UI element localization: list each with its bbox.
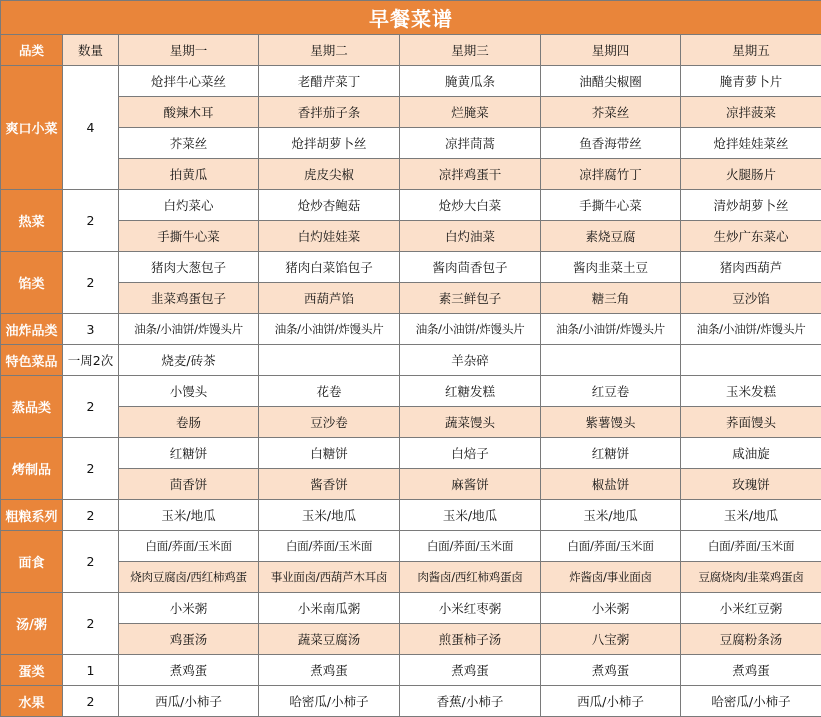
menu-item-cell: 香拌茄子条 (259, 97, 400, 128)
menu-item-cell: 玉米/地瓜 (400, 500, 541, 531)
menu-item-cell: 炝炒杏鲍菇 (259, 190, 400, 221)
menu-row (1, 376, 821, 407)
quantity-cell: 2 (63, 500, 119, 531)
menu-item-cell: 哈密瓜/小柿子 (681, 686, 821, 717)
menu-row (1, 531, 821, 562)
menu-item-cell: 玉米/地瓜 (119, 500, 259, 531)
menu-item-cell: 糖三角 (541, 283, 681, 314)
quantity-cell: 2 (63, 190, 119, 252)
quantity-cell: 2 (63, 531, 119, 593)
header-category: 品类 (1, 35, 63, 66)
menu-item-cell: 西瓜/小柿子 (119, 686, 259, 717)
menu-row (1, 221, 821, 252)
menu-item-cell: 红糖发糕 (400, 376, 541, 407)
menu-item-cell: 茴香饼 (119, 469, 259, 500)
category-cell: 蒸品类 (1, 376, 63, 438)
menu-row (1, 283, 821, 314)
menu-item-cell: 卷肠 (119, 407, 259, 438)
menu-item-cell: 烧肉豆腐卤/西红柿鸡蛋 (119, 562, 259, 593)
menu-item-cell: 小米红豆粥 (681, 593, 821, 624)
menu-item-cell: 事业面卤/西葫芦木耳卤 (259, 562, 400, 593)
menu-item-cell: 腌黄瓜条 (400, 66, 541, 97)
menu-item-cell: 猪肉西葫芦 (681, 252, 821, 283)
menu-item-cell: 猪肉大葱包子 (119, 252, 259, 283)
menu-item-cell: 虎皮尖椒 (259, 159, 400, 190)
menu-item-cell: 白灼油菜 (400, 221, 541, 252)
menu-item-cell: 手撕牛心菜 (119, 221, 259, 252)
menu-item-cell: 生炒广东菜心 (681, 221, 821, 252)
menu-item-cell: 羊杂碎 (400, 345, 541, 376)
menu-item-cell: 猪肉白菜馅包子 (259, 252, 400, 283)
menu-item-cell: 煎蛋柿子汤 (400, 624, 541, 655)
menu-item-cell: 油条/小油饼/炸馒头片 (259, 314, 400, 345)
menu-item-cell: 蔬菜馒头 (400, 407, 541, 438)
menu-item-cell: 香蕉/小柿子 (400, 686, 541, 717)
quantity-cell: 2 (63, 593, 119, 655)
menu-row (1, 97, 821, 128)
menu-row (1, 190, 821, 221)
menu-item-cell: 白面/荞面/玉米面 (259, 531, 400, 562)
menu-item-cell: 凉拌茼蒿 (400, 128, 541, 159)
menu-row (1, 128, 821, 159)
header-monday: 星期一 (119, 35, 259, 66)
menu-item-cell: 炝炒大白菜 (400, 190, 541, 221)
menu-item-cell: 红糖饼 (119, 438, 259, 469)
category-cell: 馅类 (1, 252, 63, 314)
menu-item-cell: 烧麦/砖茶 (119, 345, 259, 376)
menu-item-cell: 咸油旋 (681, 438, 821, 469)
menu-item-cell: 小馒头 (119, 376, 259, 407)
menu-item-cell: 白灼菜心 (119, 190, 259, 221)
menu-item-cell: 油醋尖椒圈 (541, 66, 681, 97)
category-cell: 油炸品类 (1, 314, 63, 345)
category-cell: 爽口小菜 (1, 66, 63, 190)
menu-row (1, 407, 821, 438)
menu-item-cell: 腌青萝卜片 (681, 66, 821, 97)
menu-row (1, 593, 821, 624)
quantity-cell: 3 (63, 314, 119, 345)
menu-item-cell: 白面/荞面/玉米面 (681, 531, 821, 562)
header-wednesday: 星期三 (400, 35, 541, 66)
menu-item-cell: 小米粥 (541, 593, 681, 624)
category-cell: 特色菜品 (1, 345, 63, 376)
menu-item-cell: 手撕牛心菜 (541, 190, 681, 221)
menu-item-cell: 西葫芦馅 (259, 283, 400, 314)
menu-item-cell: 煮鸡蛋 (119, 655, 259, 686)
header-friday: 星期五 (681, 35, 821, 66)
menu-item-cell: 玫瑰饼 (681, 469, 821, 500)
menu-item-cell: 白焙子 (400, 438, 541, 469)
menu-item-cell: 凉拌鸡蛋干 (400, 159, 541, 190)
menu-item-cell: 麻酱饼 (400, 469, 541, 500)
menu-row (1, 159, 821, 190)
menu-item-cell: 素三鲜包子 (400, 283, 541, 314)
menu-item-cell: 酱肉茴香包子 (400, 252, 541, 283)
menu-item-cell: 白糖饼 (259, 438, 400, 469)
menu-row (1, 686, 821, 717)
menu-item-cell: 清炒胡萝卜丝 (681, 190, 821, 221)
menu-title: 早餐菜谱 (1, 1, 821, 35)
menu-item-cell: 炝拌牛心菜丝 (119, 66, 259, 97)
menu-item-cell: 白面/荞面/玉米面 (541, 531, 681, 562)
category-cell: 面食 (1, 531, 63, 593)
menu-item-cell: 油条/小油饼/炸馒头片 (119, 314, 259, 345)
menu-item-cell: 玉米/地瓜 (681, 500, 821, 531)
menu-row (1, 345, 821, 376)
menu-item-cell: 拍黄瓜 (119, 159, 259, 190)
category-cell: 汤/粥 (1, 593, 63, 655)
menu-item-cell: 炸酱卤/事业面卤 (541, 562, 681, 593)
menu-item-cell: 小米粥 (119, 593, 259, 624)
header-tuesday: 星期二 (259, 35, 400, 66)
menu-item-cell: 炝拌胡萝卜丝 (259, 128, 400, 159)
menu-item-cell: 八宝粥 (541, 624, 681, 655)
menu-item-cell: 鸡蛋汤 (119, 624, 259, 655)
menu-item-cell: 白面/荞面/玉米面 (119, 531, 259, 562)
header-thursday: 星期四 (541, 35, 681, 66)
menu-item-cell: 韭菜鸡蛋包子 (119, 283, 259, 314)
menu-item-cell: 油条/小油饼/炸馒头片 (400, 314, 541, 345)
menu-row (1, 66, 821, 97)
quantity-cell: 2 (63, 686, 119, 717)
menu-item-cell (681, 345, 821, 376)
menu-item-cell: 椒盐饼 (541, 469, 681, 500)
menu-item-cell: 小米红枣粥 (400, 593, 541, 624)
menu-item-cell: 火腿肠片 (681, 159, 821, 190)
menu-item-cell: 煮鸡蛋 (400, 655, 541, 686)
menu-row (1, 624, 821, 655)
menu-item-cell: 花卷 (259, 376, 400, 407)
menu-item-cell: 玉米/地瓜 (541, 500, 681, 531)
category-cell: 热菜 (1, 190, 63, 252)
menu-item-cell: 油条/小油饼/炸馒头片 (681, 314, 821, 345)
menu-item-cell: 豆腐烧肉/韭菜鸡蛋卤 (681, 562, 821, 593)
menu-item-cell (259, 345, 400, 376)
menu-row (1, 562, 821, 593)
header-quantity: 数量 (63, 35, 119, 66)
menu-item-cell: 煮鸡蛋 (541, 655, 681, 686)
menu-item-cell: 红糖饼 (541, 438, 681, 469)
quantity-cell: 4 (63, 66, 119, 190)
quantity-cell: 一周2次 (63, 345, 119, 376)
menu-item-cell: 酱香饼 (259, 469, 400, 500)
menu-item-cell: 煮鸡蛋 (259, 655, 400, 686)
menu-item-cell: 荞面馒头 (681, 407, 821, 438)
menu-row (1, 655, 821, 686)
menu-item-cell: 白面/荞面/玉米面 (400, 531, 541, 562)
quantity-cell: 2 (63, 438, 119, 500)
menu-row (1, 469, 821, 500)
menu-item-cell: 玉米/地瓜 (259, 500, 400, 531)
menu-item-cell: 烂腌菜 (400, 97, 541, 128)
menu-item-cell: 芥菜丝 (541, 97, 681, 128)
menu-body (1, 66, 821, 717)
menu-row (1, 252, 821, 283)
category-cell: 蛋类 (1, 655, 63, 686)
menu-item-cell: 酸辣木耳 (119, 97, 259, 128)
menu-item-cell: 酱肉韭菜土豆 (541, 252, 681, 283)
menu-item-cell: 豆腐粉条汤 (681, 624, 821, 655)
menu-item-cell: 凉拌腐竹丁 (541, 159, 681, 190)
menu-item-cell (541, 345, 681, 376)
category-cell: 粗粮系列 (1, 500, 63, 531)
menu-item-cell: 炝拌娃娃菜丝 (681, 128, 821, 159)
menu-item-cell: 鱼香海带丝 (541, 128, 681, 159)
menu-item-cell: 玉米发糕 (681, 376, 821, 407)
menu-item-cell: 凉拌菠菜 (681, 97, 821, 128)
menu-item-cell: 蔬菜豆腐汤 (259, 624, 400, 655)
menu-item-cell: 老醋芹菜丁 (259, 66, 400, 97)
category-cell: 水果 (1, 686, 63, 717)
quantity-cell: 1 (63, 655, 119, 686)
quantity-cell: 2 (63, 252, 119, 314)
menu-item-cell: 紫薯馒头 (541, 407, 681, 438)
menu-item-cell: 豆沙卷 (259, 407, 400, 438)
quantity-cell: 2 (63, 376, 119, 438)
category-cell: 烤制品 (1, 438, 63, 500)
menu-item-cell: 肉酱卤/西红柿鸡蛋卤 (400, 562, 541, 593)
menu-item-cell: 芥菜丝 (119, 128, 259, 159)
menu-row (1, 500, 821, 531)
menu-row (1, 314, 821, 345)
menu-item-cell: 西瓜/小柿子 (541, 686, 681, 717)
menu-row (1, 438, 821, 469)
menu-item-cell: 素烧豆腐 (541, 221, 681, 252)
menu-item-cell: 红豆卷 (541, 376, 681, 407)
menu-item-cell: 油条/小油饼/炸馒头片 (541, 314, 681, 345)
menu-item-cell: 豆沙馅 (681, 283, 821, 314)
menu-item-cell: 小米南瓜粥 (259, 593, 400, 624)
menu-item-cell: 煮鸡蛋 (681, 655, 821, 686)
menu-item-cell: 白灼娃娃菜 (259, 221, 400, 252)
menu-item-cell: 哈密瓜/小柿子 (259, 686, 400, 717)
